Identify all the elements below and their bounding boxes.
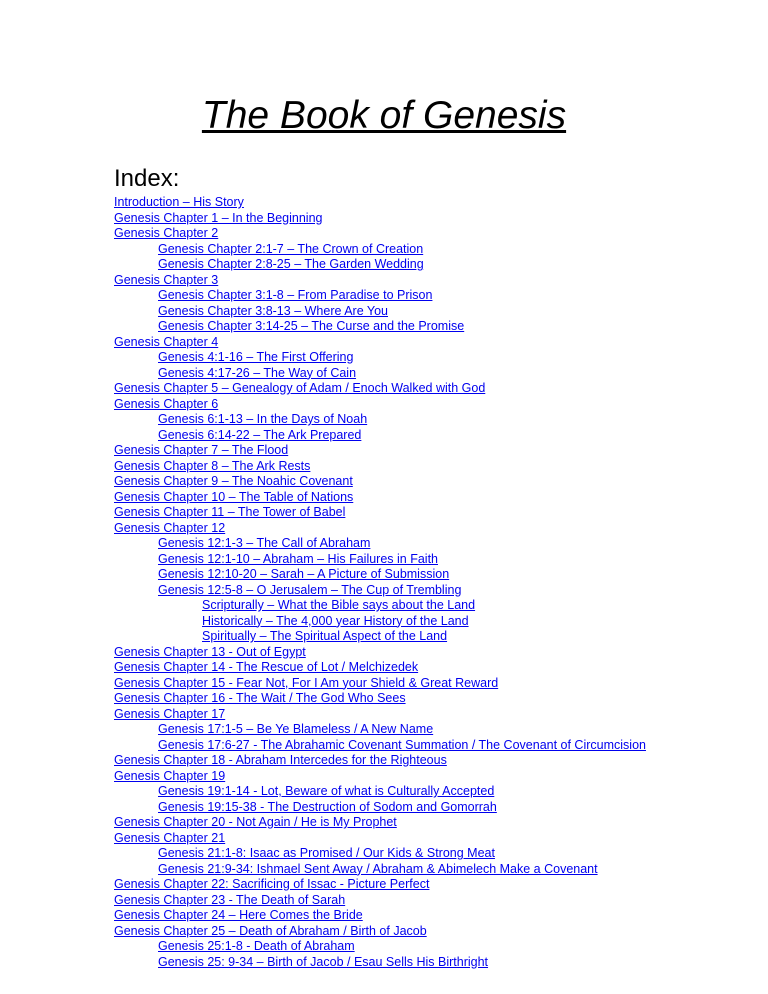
toc-entry [114,350,646,366]
toc-link[interactable]: Genesis Chapter 2:8-25 – The Garden Wedding [158,257,424,271]
toc-entry [114,691,646,707]
toc-entry [114,877,646,893]
toc-link[interactable]: Genesis Chapter 10 – The Table of Nations [114,489,354,504]
toc-entry [114,924,646,940]
toc-link[interactable]: Genesis Chapter 8 – The Ark Rests [114,458,311,473]
toc-entry [114,319,646,335]
toc-entry [114,459,646,475]
toc-link[interactable]: Genesis Chapter 3:14-25 – The Curse and the Promise [158,319,465,333]
toc-entry [114,831,646,847]
toc-link[interactable]: Genesis Chapter 18 - Abraham Intercedes for the Righteous [114,753,447,767]
toc-link[interactable]: Genesis Chapter 22: Sacrificing of Issac - Picture Perfect [114,877,430,891]
toc-link[interactable]: Genesis Chapter 5 – Genealogy of Adam / Enoch Walked with God [114,381,486,395]
toc-entry [114,226,646,242]
toc-entry [114,242,646,258]
toc-entry [114,552,646,568]
toc-entry [114,629,646,645]
toc-entry [114,800,646,816]
toc-entry [114,645,646,661]
toc-entry [114,211,646,227]
toc-entry [114,412,646,428]
toc-entry [114,598,646,614]
toc-entry [114,397,646,413]
toc-entry [114,939,646,955]
toc-link[interactable]: Genesis Chapter 24 – Here Comes the Bride [114,908,363,922]
toc-link[interactable]: Scripturally – What the Bible says about the Land [202,598,476,612]
toc-link[interactable]: Genesis 17:1-5 – Be Ye Blameless / A New Name [158,722,434,736]
document-title: The Book of Genesis [201,94,567,137]
toc-link[interactable]: Historically – The 4,000 year History of the Land [202,613,469,628]
toc-entry [114,443,646,459]
toc-entry [114,769,646,785]
toc-link[interactable]: Genesis 6:1-13 – In the Days of Noah [158,412,368,426]
toc-link[interactable]: Introduction – His Story [114,195,244,209]
toc-entry [114,381,646,397]
toc-link[interactable]: Genesis 12:10-20 – Sarah – A Picture of Submission [158,567,450,581]
toc-entry [114,862,646,878]
toc-entry [114,304,646,320]
toc-link[interactable]: Genesis 6:14-22 – The Ark Prepared [158,427,362,442]
toc-link[interactable]: Genesis Chapter 12 [114,520,226,535]
toc-link[interactable]: Genesis Chapter 3 [114,272,219,287]
toc-link[interactable]: Genesis 25: 9-34 – Birth of Jacob / Esau Sells His Birthright [158,954,489,969]
toc-link[interactable]: Genesis Chapter 23 - The Death of Sarah [114,892,346,907]
toc-entry [114,738,646,754]
toc-entry [114,273,646,289]
toc-entry [114,846,646,862]
toc-link[interactable]: Genesis Chapter 13 - Out of Egypt [114,644,306,659]
toc-entry [114,753,646,769]
toc-link[interactable]: Genesis 21:9-34: Ishmael Sent Away / Abraham & Abimelech Make a Covenant [158,861,598,876]
toc-entry [114,908,646,924]
toc-entry [114,707,646,723]
toc-link[interactable]: Genesis 12:5-8 – O Jerusalem – The Cup of Trembling [158,582,462,597]
toc-link[interactable]: Genesis Chapter 21 [114,830,226,845]
toc-link[interactable]: Genesis Chapter 15 - Fear Not, For I Am your Shield & Great Reward [114,675,499,690]
toc-entry [114,490,646,506]
toc-link[interactable]: Genesis 4:1-16 – The First Offering [158,350,354,364]
toc-link[interactable]: Genesis Chapter 16 - The Wait / The God Who Sees [114,691,406,705]
toc-link[interactable]: Genesis 4:17-26 – The Way of Cain [158,365,357,380]
toc-entry [114,536,646,552]
toc-link[interactable]: Genesis Chapter 9 – The Noahic Covenant [114,474,353,488]
toc-entry [114,195,646,211]
toc-link[interactable]: Genesis 17:6-27 - The Abrahamic Covenant Summation / The Covenant of Circumcision [158,737,646,752]
toc-link[interactable]: Genesis 21:1-8: Isaac as Promised / Our Kids & Strong Meat [158,846,495,860]
toc-entry [114,567,646,583]
toc-link[interactable]: Genesis Chapter 4 [114,334,219,349]
toc-link[interactable]: Genesis Chapter 1 – In the Beginning [114,210,323,225]
toc-entry [114,505,646,521]
toc-link[interactable]: Genesis Chapter 25 – Death of Abraham / Birth of Jacob [114,923,427,938]
toc-link[interactable]: Genesis Chapter 3:8-13 – Where Are You [158,303,389,318]
toc-link[interactable]: Genesis Chapter 20 - Not Again / He is My Prophet [114,815,397,829]
toc-link[interactable]: Genesis Chapter 17 [114,706,226,721]
toc-entry [114,288,646,304]
toc-entry [114,815,646,831]
toc-entry [114,366,646,382]
toc-link[interactable]: Genesis Chapter 2 [114,226,219,240]
toc-link[interactable]: Genesis 19:1-14 - Lot, Beware of what is Culturally Accepted [158,784,495,798]
toc-link[interactable]: Genesis Chapter 11 – The Tower of Babel [114,505,346,519]
toc-entry [114,893,646,909]
toc-entry [114,428,646,444]
toc-entry [114,784,646,800]
toc-entry [114,955,646,971]
toc-entry [114,583,646,599]
toc-link[interactable]: Genesis Chapter 7 – The Flood [114,443,289,457]
toc-entry [114,335,646,351]
toc-entry [114,474,646,490]
toc-link[interactable]: Genesis 19:15-38 - The Destruction of Sodom and Gomorrah [158,799,497,814]
toc-entry [114,676,646,692]
toc-entry [114,521,646,537]
toc-link[interactable]: Genesis 12:1-3 – The Call of Abraham [158,536,371,550]
toc-entry [114,614,646,630]
toc-link[interactable]: Genesis Chapter 19 [114,768,226,783]
toc-link[interactable]: Genesis 25:1-8 - Death of Abraham [158,939,355,953]
toc-entry [114,722,646,738]
table-of-contents [114,195,646,970]
toc-entry [114,660,646,676]
index-heading: Index: [114,165,180,192]
toc-link[interactable]: Genesis Chapter 3:1-8 – From Paradise to Prison [158,288,433,302]
toc-link[interactable]: Genesis Chapter 6 [114,396,219,411]
toc-link[interactable]: Spiritually – The Spiritual Aspect of the Land [202,629,448,643]
toc-entry [114,257,646,273]
toc-link[interactable]: Genesis Chapter 14 - The Rescue of Lot / Melchizedek [114,660,419,674]
toc-link[interactable]: Genesis 12:1-10 – Abraham – His Failures in Faith [158,551,438,566]
toc-link[interactable]: Genesis Chapter 2:1-7 – The Crown of Creation [158,241,424,256]
